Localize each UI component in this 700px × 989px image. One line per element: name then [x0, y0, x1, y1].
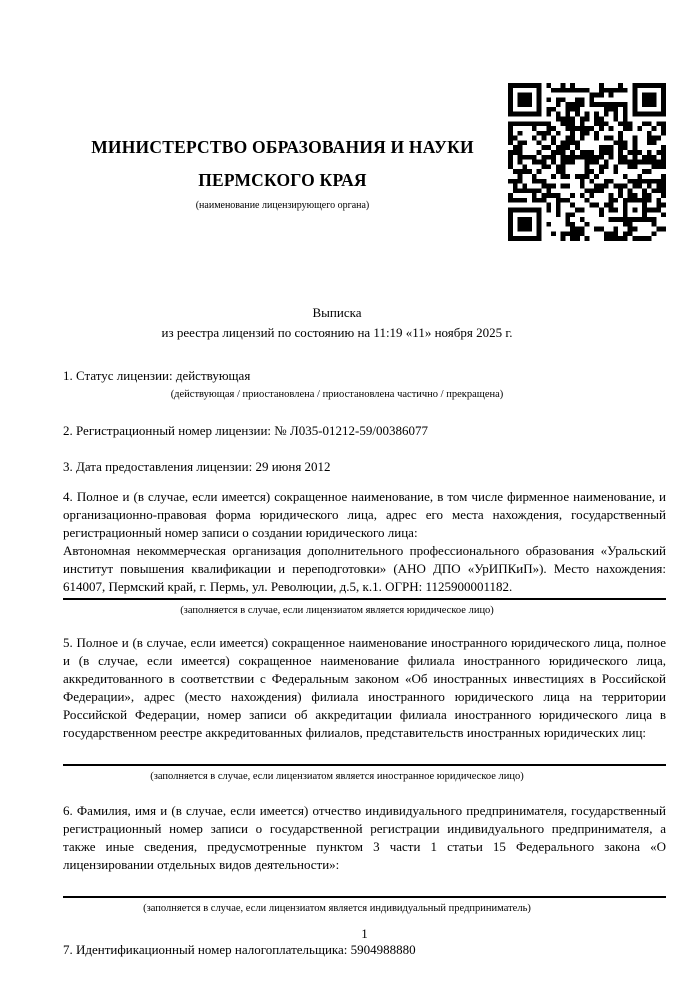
legal-entity-caption: (заполняется в случае, если лицензиатом является юридическое лицо)	[180, 605, 494, 616]
document-title-line2: из реестра лицензий по состоянию на 11:19 «11» ноября 2025 г.	[161, 325, 513, 340]
individual-entrepreneur-caption: (заполняется в случае, если лицензиатом является индивидуальный предприниматель)	[143, 903, 531, 914]
legal-entity-value: Автономная некоммерческая организация дополнительного профессионального образования «Уральский институт повышения квалификации и переподготовки» (АНО ДПО «УрИПКиП»). Место нахождения: 614007, Пермский край, г. Пермь, ул. Революции, д.5, к.1. ОГРН: 1125900001182.	[63, 543, 666, 594]
document-title	[63, 303, 666, 343]
item-license-status: 1. Статус лицензии: действующая	[63, 368, 251, 383]
licensing-authority-block	[63, 131, 508, 213]
foreign-entity-caption: (заполняется в случае, если лицензиатом является иностранное юридическое лицо)	[150, 771, 524, 782]
ministry-title-line2: ПЕРМСКОГО КРАЯ	[198, 170, 367, 190]
individual-entrepreneur-statement: 6. Фамилия, имя и (в случае, если имеется) отчество индивидуального предпринимателя, государственный регистрационный номер записи о государственной регистрации индивидуального предпринимателя, а также иные сведения, предусмотренные пунктом 3 части 1 статьи 15 Федерального закона «О лицензировании отдельных видов деятельности»:	[63, 803, 666, 872]
legal-entity-statement: 4. Полное и (в случае, если имеется) сокращенное наименование, в том числе фирменное наименование, и организационно-правовая форма юридического лица, адрес его места нахождения, государственный регистрационный номер записи о создании юридического лица:	[63, 489, 666, 540]
item-license-status-caption: (действующая / приостановлена / приостановлена частично / прекращена)	[170, 389, 504, 400]
document-header	[63, 83, 666, 241]
page-number: 1	[361, 926, 368, 941]
page-content	[0, 83, 700, 959]
section-legal-entity	[63, 488, 666, 618]
document-title-line1: Выписка	[312, 305, 362, 320]
foreign-entity-fill-line	[63, 764, 666, 766]
section-foreign-entity	[63, 634, 666, 784]
ministry-title-line1: МИНИСТЕРСТВО ОБРАЗОВАНИЯ И НАУКИ	[91, 137, 474, 157]
section-individual-entrepreneur	[63, 802, 666, 916]
legal-entity-fill-line	[63, 598, 666, 600]
qr-code-icon	[508, 83, 666, 241]
item-grant-date: 3. Дата предоставления лицензии: 29 июня 2012	[63, 459, 331, 474]
individual-entrepreneur-fill-line	[63, 896, 666, 898]
foreign-entity-statement: 5. Полное и (в случае, если имеется) сокращенное наименование иностранного юридического лица, полное и (в случае, если имеется) сокращенное наименование филиала иностранного юридического лица, аккредитованного в соответствии с Федеральным законом «Об иностранных инвестициях в Российской Федерации», адрес (место нахождения) филиала иностранного юридического лица на территории Российской Федерации, номер записи об аккредитации филиала иностранного юридического лица в государственном реестре аккредитованных филиалов, представительств иностранных юридических лиц:	[63, 635, 666, 740]
item-registration-number: 2. Регистрационный номер лицензии: № Л035-01212-59/00386077	[63, 423, 429, 438]
item-taxpayer-number: 7. Идентификационный номер налогоплательщика: 5904988880	[63, 942, 416, 957]
ministry-subtitle: (наименование лицензирующего органа)	[195, 200, 370, 211]
